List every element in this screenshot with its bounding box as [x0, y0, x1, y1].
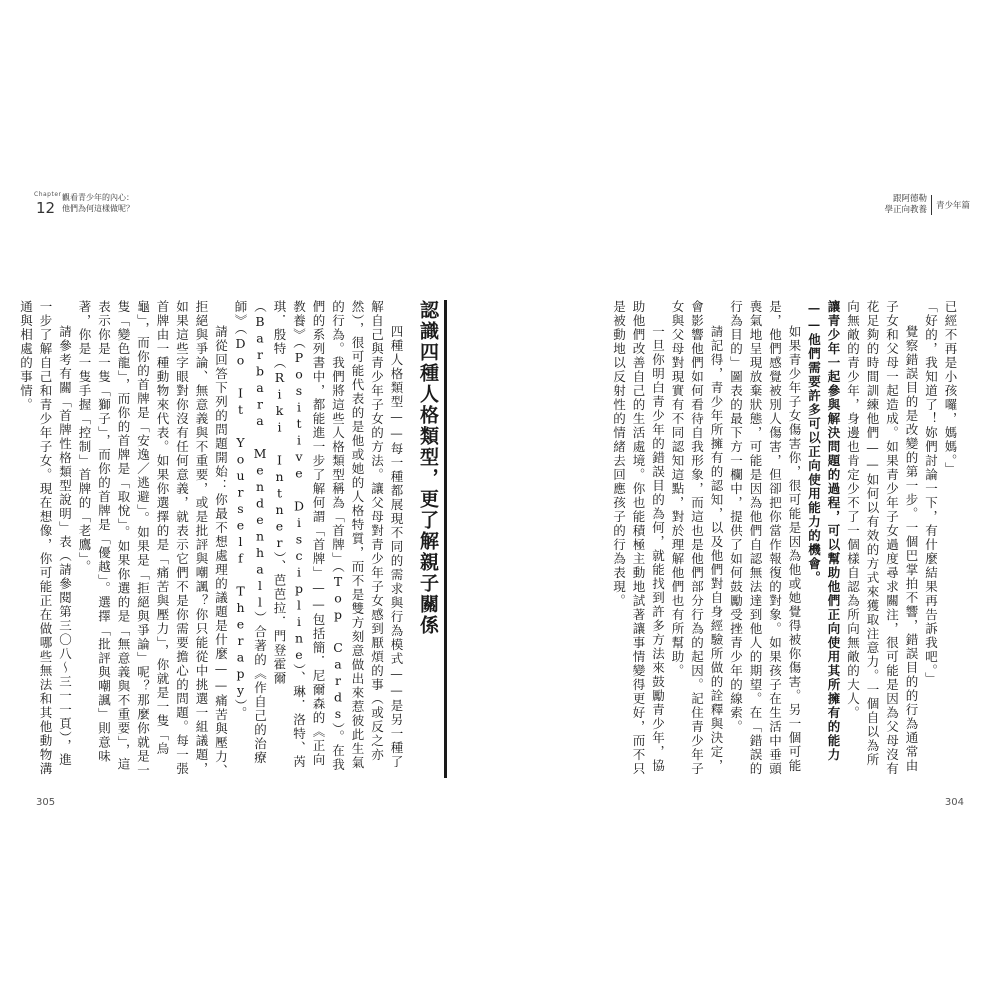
right-paragraph: 一旦你明白青少年的錯誤目的為何，就能找到許多方法來鼓勵青少年，協助他們改善自己的生活處境。你也能積極主動地試著讓事情變得更好，而不只是被動地以反射性的情緒去回應孩子的行為表現。 [611, 300, 666, 776]
right-paragraph-bold: 讓青少年一起參與解決問題的過程，可以幫助他們正向使用其所擁有的能力——他們需要許多可以正向使用能力的機會。 [806, 300, 841, 762]
right-paragraph: 覺察錯誤目的是改變的第一步。一個巴掌拍不響，錯誤目的的行為通常由子女和父母一起造成。如果青少年子女過度尋求關注，很可能是因為父母沒有花足夠的時間訓練他們——如何以有效的方式來獲取注意力。一個自以為所向無敵的青少年，身邊也肯定少不了一個樣自認為所向無敵的大人。 [845, 300, 919, 776]
book-title: 跟阿德勒 學正向教養 [884, 194, 927, 215]
right-page-body [530, 300, 960, 778]
page-number-right: 304 [944, 797, 964, 808]
chapter-title: 觀看青少年的內心： 他們為何這樣做呢？ [62, 193, 134, 213]
header-divider [931, 195, 932, 215]
left-paragraph: 請從回答下列的問題開始：你最不想處理的議題是什麼——痛苦與壓力、拒絕與爭論、無意義與不重要，或是批評與嘲諷？你只能從中挑選一組議題，如果這些字眼對你沒有任何意義，就表示它們不是你需要擔心的問題。每一張首牌由一種動物來代表。如果你選擇的是「痛苦與壓力」，你就是一隻「烏龜」，而你的首牌是「安逸／逃避」。如果是「拒絕與爭論」呢？那麼你就是一隻「變色龍」，而你的首牌是「取悅」。如果你選的是「無意義與不重要」，這表示你是一隻「獅子」，而你的首牌是「優越」。選擇「批評與嘲諷」則意味著，你是一隻手握「控制」首牌的「老鷹」。 [77, 300, 229, 778]
chapter-label: Chapter [34, 191, 62, 198]
right-running-header [847, 194, 970, 216]
section-heading: 認識四種人格類型，更了解親子關係 [415, 300, 447, 778]
left-paragraph: 四種人格類型——每一種都展現不同的需求與行為模式——是另一種了解自己與青少年子女的方法。讓父母對青少年子女感到厭煩的事（或反之亦然），很可能代表的是他或她的人格特質，而不是雙方刻意做出來惹彼此生氣的行為。我們將這些人格類型稱為「首牌」（Top Cards）。在我們的系列書中，都能進一步了解何謂「首牌」——包括簡．尼爾森的《正向教養》（Positive Discipline）、琳．洛特、芮琪．殷特（Riki Intner）、芭芭拉．門登霍爾（Barbara Mendenhall）合著的《作自己的治療師》（Do It Yourself Therapy）。 [233, 300, 404, 772]
right-paragraph: 已經不再是小孩囉，媽媽。」 [943, 300, 958, 476]
left-page-body [18, 300, 406, 778]
right-paragraph: 「好的，我知道了！妳們討論一下，有什麼結果再告訴我吧。」 [923, 300, 939, 686]
left-paragraph: 請參考有關「首牌性格類型說明」表（請參閱第三〇八～三一一頁），進一步了解自己和青少年子女。現在想像，你可能正在做哪些無法和其他動物溝通與相處的事情。 [18, 300, 73, 776]
right-paragraph: 請記得，青少年所擁有的認知，以及他們對自身經驗所做的詮釋與決定，會影響他們如何看待自我形象，而這也是他們部分行為的起因。記住青少年子女與父母對現實有不同認知這點，對於理解他們也有所幫助。 [670, 300, 724, 776]
chapter-number: 12 [36, 199, 56, 217]
page-number-left: 305 [36, 797, 56, 808]
right-paragraph: 如果青少年子女傷害你，很可能是因為他或她覺得被你傷害。另一個可能是，他們感覺被別人傷害，但卻把你當作報復的對象。如果孩子在生活中垂頭喪氣地呈現放棄狀態，可能是因為他們自認無法達到他人的期望。在「錯誤的行為目的」圖表的最下方一欄中，提供了如何鼓勵受挫青少年的線索。 [728, 300, 802, 776]
volume-label: 青少年篇 [935, 201, 970, 211]
